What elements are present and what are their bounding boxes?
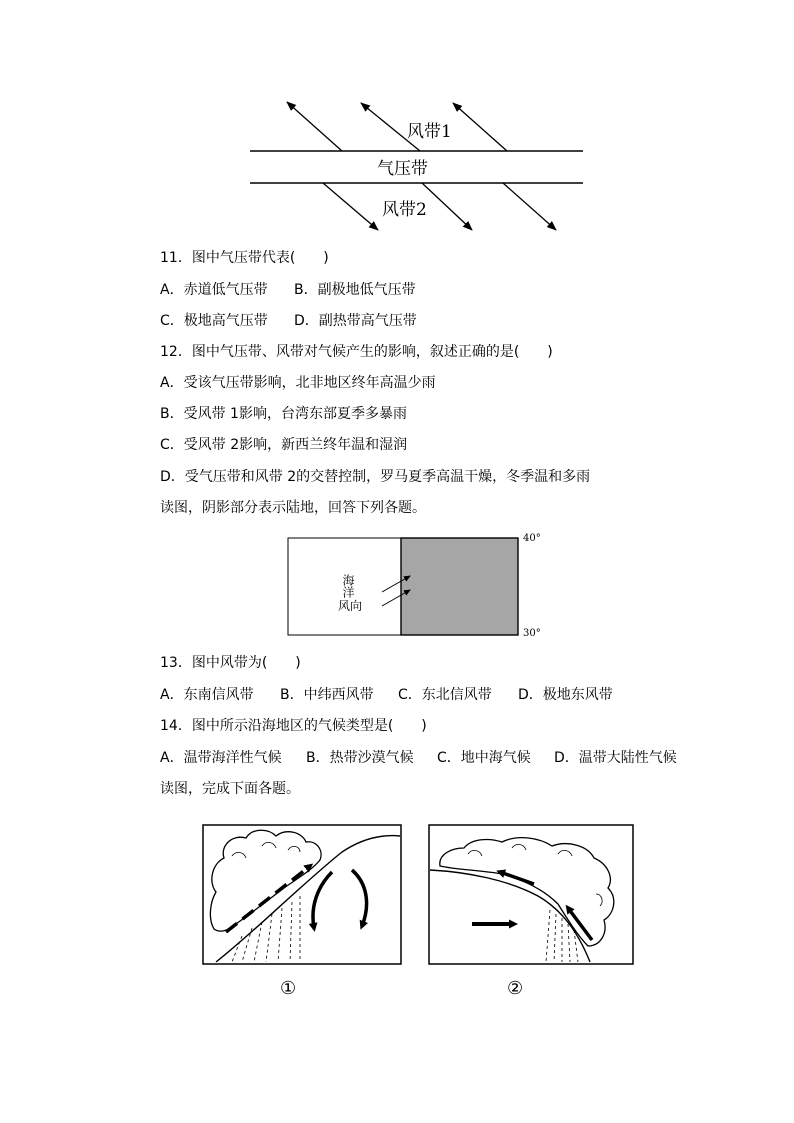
wind2-arrow <box>503 183 556 230</box>
land-sea-diagram <box>285 530 555 642</box>
pressure-belt-label: 气压带 <box>377 159 428 179</box>
q13-option-d: D．极地东风带 <box>518 687 613 703</box>
intro-figure3: 读图，完成下面各题。 <box>160 781 300 797</box>
land-area <box>401 538 518 635</box>
q14-option-b: B．热带沙漠气候 <box>306 750 414 766</box>
pressure-belt-diagram <box>245 95 590 240</box>
q12-stem: 12．图中气压带、风带对气候产生的影响，叙述正确的是( ) <box>160 344 553 360</box>
intro-figure2: 读图，阴影部分表示陆地，回答下列各题。 <box>160 500 426 516</box>
front-diagram-1 <box>202 824 402 966</box>
q11-stem: 11．图中气压带代表( ) <box>160 250 329 266</box>
q11-option-d: D．副热带高气压带 <box>294 313 417 329</box>
q14-stem: 14．图中所示沿海地区的气候类型是( ) <box>160 718 427 734</box>
latitude-bottom: 30° <box>523 628 541 639</box>
figure-label-2: ② <box>507 978 524 999</box>
q13-option-b: B．中纬西风带 <box>280 687 374 703</box>
q14-option-c: C．地中海气候 <box>437 750 531 766</box>
q13-option-c: C．东北信风带 <box>398 687 492 703</box>
ocean-label: 海洋 <box>341 574 355 598</box>
q12-option-d: D．受气压带和风带 2的交替控制，罗马夏季高温干燥，冬季温和多雨 <box>160 469 591 485</box>
q11-option-b: B．副极地低气压带 <box>294 282 416 298</box>
figure-label-1: ① <box>280 978 297 999</box>
front-diagram-2 <box>428 824 634 966</box>
q14-option-d: D．温带大陆性气候 <box>554 750 677 766</box>
wind-direction-label: 风向 <box>338 599 363 613</box>
q12-option-a: A．受该气压带影响，北非地区终年高温少雨 <box>160 375 436 391</box>
wind1-arrow <box>287 102 342 151</box>
wind2-arrow <box>422 183 472 230</box>
q14-option-a: A．温带海洋性气候 <box>160 750 282 766</box>
q11-option-a: A．赤道低气压带 <box>160 282 268 298</box>
latitude-top: 40° <box>523 533 541 544</box>
q11-option-c: C．极地高气压带 <box>160 313 268 329</box>
q12-option-b: B．受风带 1影响，台湾东部夏季多暴雨 <box>160 406 407 422</box>
q13-stem: 13．图中风带为( ) <box>160 655 301 671</box>
wind2-arrow <box>323 183 378 230</box>
q12-option-c: C．受风带 2影响，新西兰终年温和湿润 <box>160 437 408 453</box>
q13-option-a: A．东南信风带 <box>160 687 254 703</box>
wind1-arrow <box>453 103 507 151</box>
wind2-label: 风带2 <box>382 200 427 220</box>
wind1-label: 风带1 <box>407 122 452 142</box>
